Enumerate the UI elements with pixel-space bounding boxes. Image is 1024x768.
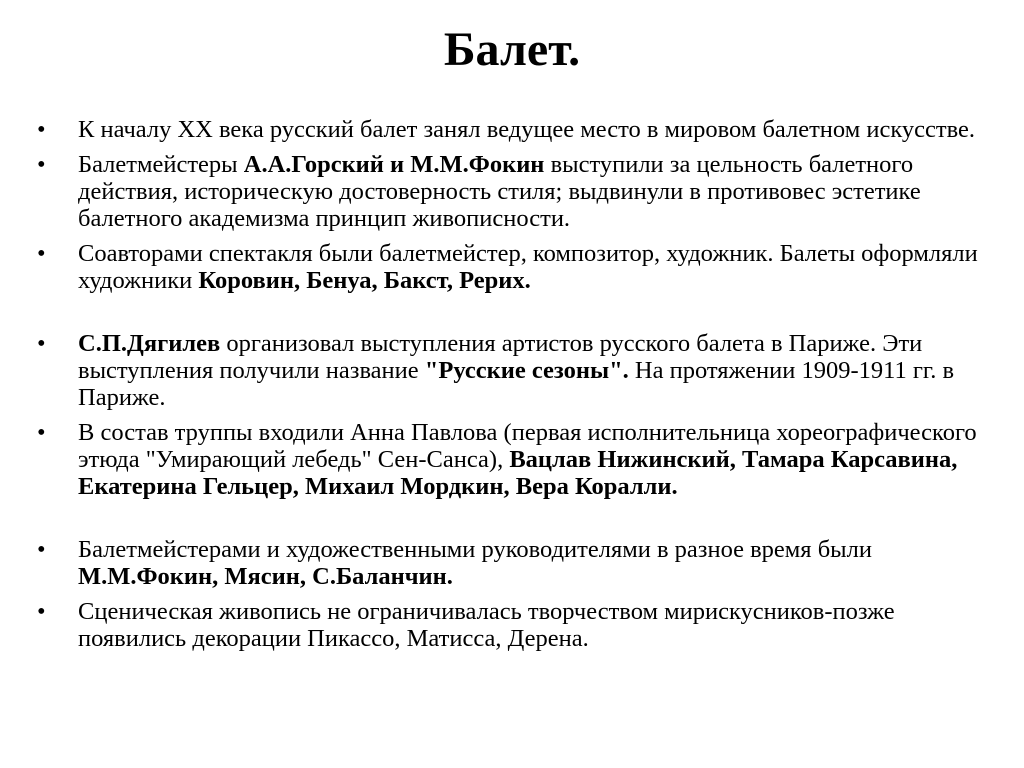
bullet-bold-text: А.А.Горский и М.М.Фокин <box>243 151 545 178</box>
bullet-text: На протяжении 1909-1911 гг. в Париже. <box>78 357 955 411</box>
bullet-item <box>0 598 1024 652</box>
bullet-item <box>0 116 1024 143</box>
bullet-marker: • <box>37 330 46 357</box>
bullet-text: Балетмейстерами и художественными руководителями в разное время были <box>78 536 872 563</box>
bullet-text: В состав труппы входили Анна Павлова (первая исполнительница хореографического этюда "Умирающий лебедь" Сен-Санса), <box>78 419 977 473</box>
bullet-list <box>0 116 1024 660</box>
bullet-bold-text: "Русские сезоны". <box>424 357 629 384</box>
bullet-marker: • <box>37 240 46 267</box>
bullet-bold-text: Вацлав Нижинский, Тамара Карсавина, Екатерина Гельцер, Михаил Мордкин, Вера Коралли. <box>78 446 958 500</box>
slide-title: Балет. <box>443 23 581 76</box>
bullet-marker: • <box>37 419 46 446</box>
bullet-text: организовал выступления артистов русского балета в Париже. Эти выступления получили название <box>78 330 923 384</box>
bullet-marker: • <box>37 536 46 563</box>
bullet-item <box>0 536 1024 590</box>
bullet-marker: • <box>37 598 46 625</box>
bullet-item <box>0 240 1024 294</box>
bullet-text: выступили за цельность балетного действия, историческую достоверность стиля; выдвинули в противовес эстетике балетного академизма принцип живописности. <box>78 151 921 232</box>
bullet-marker: • <box>37 116 46 143</box>
bullet-marker: • <box>37 151 46 178</box>
bullet-item <box>0 419 1024 500</box>
bullet-bold-text: Коровин, Бенуа, Бакст, Рерих. <box>198 267 531 294</box>
bullet-text: Соавторами спектакля были балетмейстер, композитор, художник. Балеты оформляли художники <box>78 240 978 294</box>
bullet-text: Сценическая живопись не ограничивалась творчеством мирискусников-позже появились декорации Пикассо, Матисса, Дерена. <box>78 598 895 652</box>
bullet-bold-text: С.П.Дягилев <box>78 330 221 357</box>
bullet-text: К началу XX века русский балет занял ведущее место в мировом балетном искусстве. <box>78 116 976 143</box>
bullet-item <box>0 330 1024 411</box>
bullet-bold-text: М.М.Фокин, Мясин, С.Баланчин. <box>78 563 453 590</box>
bullet-text: Балетмейстеры <box>78 151 244 178</box>
bullet-item <box>0 151 1024 232</box>
